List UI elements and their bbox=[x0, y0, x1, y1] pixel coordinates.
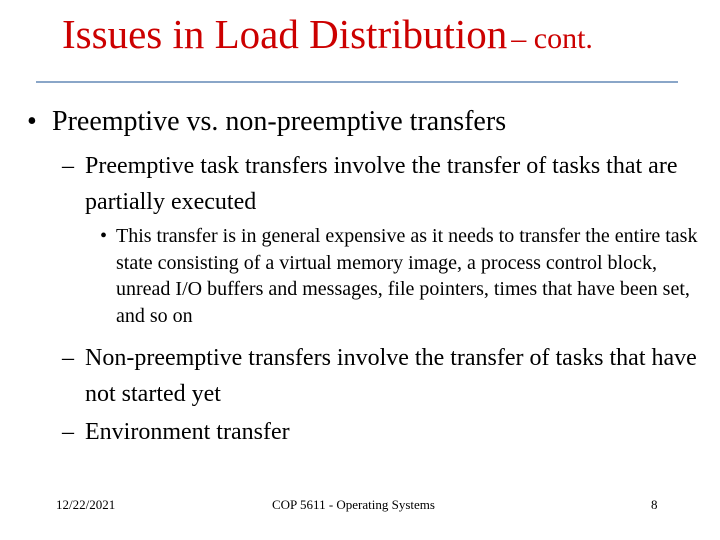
sub-bullet-text: Preemptive task transfers involve the transfer of tasks that are partially executed bbox=[85, 153, 678, 215]
sub-bullet-text: Environment transfer bbox=[85, 419, 290, 445]
bullet-marker: • bbox=[100, 225, 108, 247]
bullet-text: Preemptive vs. non-preemptive transfers bbox=[52, 106, 507, 137]
dash-marker: – bbox=[62, 419, 74, 445]
bullet-marker: • bbox=[27, 106, 37, 137]
title-divider bbox=[36, 81, 678, 83]
slide-title-main: Issues in Load Distribution bbox=[62, 11, 508, 57]
sub-bullet-environment-transfer bbox=[62, 414, 702, 450]
nested-bullet-text: This transfer is in general expensive as it needs to transfer the entire task state consisting of a virtual memory image, a process control block, unread I/O buffers and messages, file pointers, times that have been set, and so on bbox=[116, 225, 698, 327]
footer-course: COP 5611 - Operating Systems bbox=[272, 497, 435, 512]
footer-date: 12/22/2021 bbox=[56, 497, 116, 512]
dash-marker: – bbox=[62, 345, 74, 371]
dash-marker: – bbox=[62, 153, 74, 179]
sub-bullet-text: Non-preemptive transfers involve the transfer of tasks that have not started yet bbox=[85, 345, 697, 407]
slide-title-suffix: – cont. bbox=[511, 22, 593, 55]
sub-bullet-preemptive-transfers bbox=[62, 148, 702, 220]
bullet-preemptive-vs-nonpreemptive bbox=[27, 106, 687, 138]
slide-title bbox=[62, 11, 593, 57]
sub-bullet-nonpreemptive-transfers bbox=[62, 340, 702, 412]
footer-page-number: 8 bbox=[651, 497, 658, 512]
nested-bullet-transfer-expense bbox=[100, 223, 700, 329]
